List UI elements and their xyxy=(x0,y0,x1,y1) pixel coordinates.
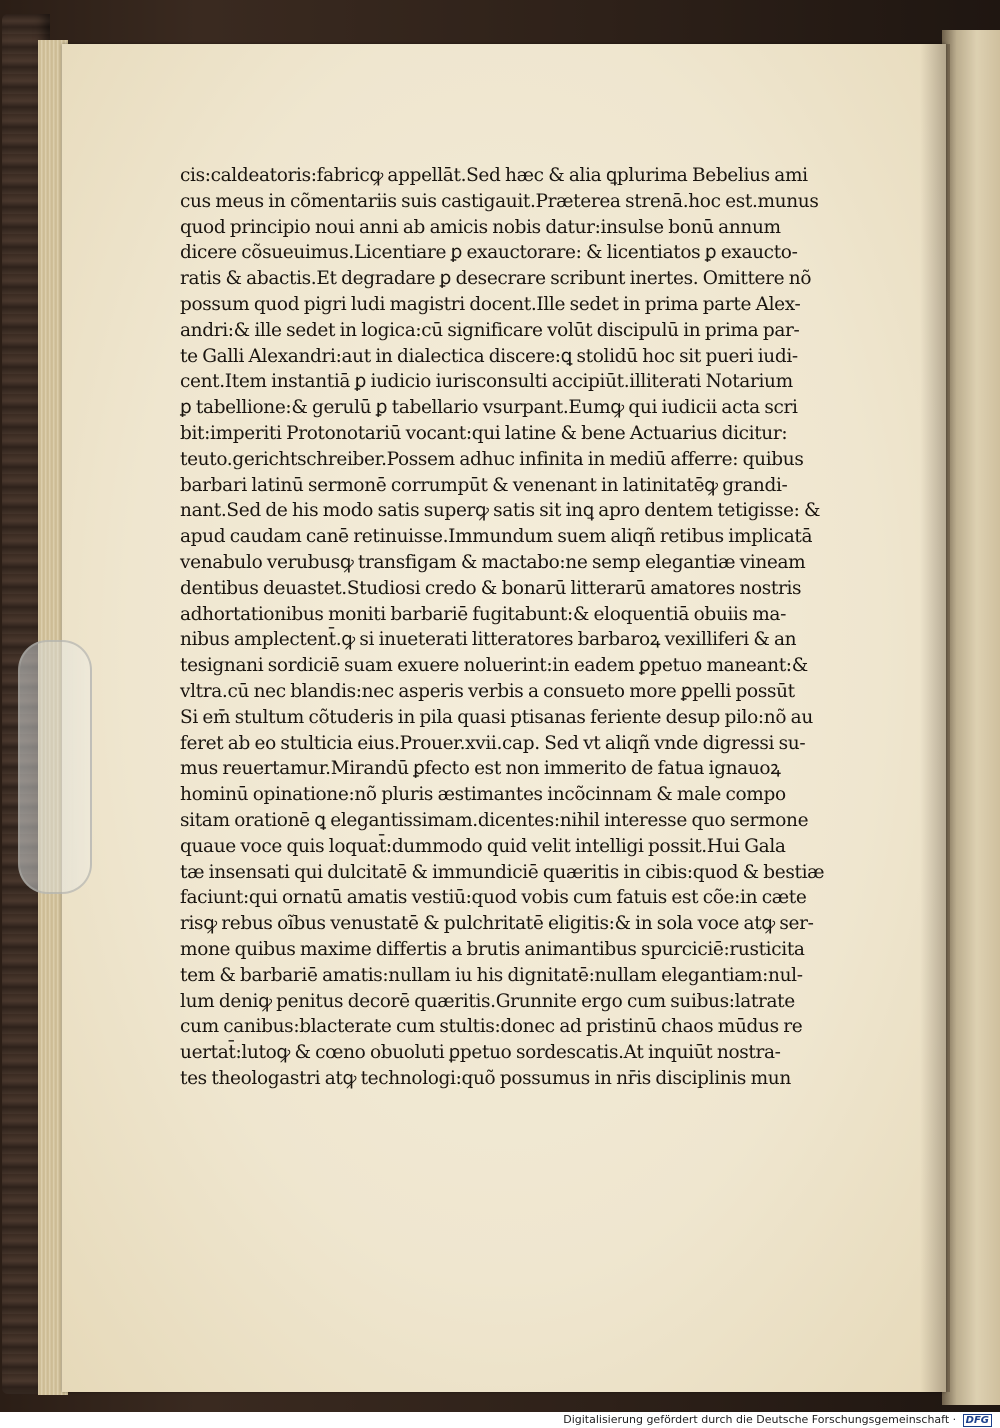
digitization-credit xyxy=(563,1412,992,1428)
page-text-block xyxy=(180,163,880,1092)
text-line: barbari latinū sermonē corrumpūt & venenant in latinitatēꝙ grandi- xyxy=(180,474,788,496)
text-line: lum deniꝙ penitus decorē quæritis.Grunnite ergo cum suibus:latrate xyxy=(180,990,795,1012)
facing-page-edge xyxy=(942,30,1000,1405)
text-line: apud caudam canē retinuisse.Immundum suem aliqñ retibus implicatā xyxy=(180,526,813,548)
text-line: tæ insensati qui dulcitatē & immundiciē quæritis in cibis:quod & bestiæ xyxy=(180,861,825,883)
text-line: uertat̄:lutoꝙ & cœno obuoluti ꝑpetuo sordescatis.At inquiūt nostra- xyxy=(180,1042,781,1064)
page-clip xyxy=(18,640,92,894)
text-line: venabulo verubusꝙ transfigam & mactabo:ne semp elegantiæ vineam xyxy=(180,551,806,573)
text-line: quod principio noui anni ab amicis nobis datur:insulse bonū annum xyxy=(180,216,781,238)
text-line: sitam orationē ꝗ elegantissimam.dicentes:nihil interesse quo sermone xyxy=(180,809,809,831)
text-line: ratis & abactis.Et degradare ꝑ desecrare scribunt inertes. Omittere nõ xyxy=(180,268,812,290)
text-line: adhortationibus moniti barbariē fugitabunt:& eloquentiā obuiis ma- xyxy=(180,603,786,625)
text-line: bit:imperiti Protonotariū vocant:qui latine & bene Actuarius dicitur: xyxy=(180,422,788,444)
text-line: faciunt:qui ornatū amatis vestiū:quod vobis cum fatuis est cõe:in cæte xyxy=(180,887,807,909)
dfg-logo: DFG xyxy=(963,1414,992,1427)
text-line: tesignani sordiciē suam exuere noluerint:in eadem ꝑpetuo maneant:& xyxy=(180,655,808,677)
text-line: tem & barbariē amatis:nullam iu his dignitatē:nullam elegantiam:nul- xyxy=(180,964,803,986)
credit-text: Digitalisierung gefördert durch die Deutsche Forschungsgemeinschaft xyxy=(563,1413,950,1426)
text-line: cis:caldeatoris:fabricꝙ appellāt.Sed hæc & alia ꝗplurima Bebelius ami xyxy=(180,165,808,186)
credit-separator: · xyxy=(952,1413,957,1426)
text-line: ꝑ tabellione:& gerulū ꝑ tabellario vsurpant.Eumꝙ qui iudicii acta scri xyxy=(180,397,798,419)
text-line: mus reuertamur.Mirandū ꝑfecto est non immerito de fatua ignauoꝝ xyxy=(180,758,781,780)
text-line: vltra.cū nec blandis:nec asperis verbis a consueto more ꝑpelli possūt xyxy=(180,680,795,702)
text-line: nant.Sed de his modo satis superꝙ satis sit inꝗ apro dentem tetigisse: & xyxy=(180,500,821,522)
text-line: teuto.gerichtschreiber.Possem adhuc infinita in mediū afferre: quibus xyxy=(180,448,804,470)
text-line: cent.Item instantiā ꝑ iudicio iurisconsulti accipiūt.illiterati Notarium xyxy=(180,371,793,393)
gutter-shadow xyxy=(920,44,950,1392)
text-line: te Galli Alexandri:aut in dialectica discere:ꝗ stolidū hoc sit pueri iudi- xyxy=(180,345,798,367)
text-line: dentibus deuastet.Studiosi credo & bonarū litterarū amatores nostris xyxy=(180,577,802,599)
text-line: possum quod pigri ludi magistri docent.Ille sedet in prima parte Alex- xyxy=(180,293,801,315)
text-line: tes theologastri atꝙ technologi:quõ possumus in nr̄is disciplinis mun xyxy=(180,1067,791,1089)
text-line: risꝙ rebus oĩbus venustatē & pulchritatē eligitis:& in sola voce atꝙ ser- xyxy=(180,913,814,935)
text-line: cum canibus:blacterate cum stultis:donec ad pristinū chaos mūdus re xyxy=(180,1016,803,1038)
text-line: dicere cõsueuimus.Licentiare ꝑ exauctorare: & licentiatos ꝑ exaucto- xyxy=(180,242,798,264)
text-line: andri:& ille sedet in logica:cū significare volūt discipulū in prima par- xyxy=(180,319,800,341)
text-line: feret ab eo stulticia eius.Prouer.xvii.cap. Sed vt aliqñ vnde digressi su- xyxy=(180,732,806,754)
text-line: Si em̄ stultum cõtuderis in pila quasi ptisanas feriente desup pilo:nõ au xyxy=(180,706,813,728)
text-line: hominū opinatione:nõ pluris æstimantes incõcinnam & male compo xyxy=(180,784,786,806)
text-line: nibus amplectent̄.ꝙ si inueterati litteratores barbaroꝝ vexilliferi & an xyxy=(180,629,797,651)
text-line: cus meus in cõmentariis suis castigauit.Præterea strenā.hoc est.munus xyxy=(180,190,819,212)
text-line: quaue voce quis loquat̄:dummodo quid velit intelligi possit.Hui Gala xyxy=(180,835,786,857)
text-line: mone quibus maxime differtis a brutis animantibus spurciciē:rusticita xyxy=(180,938,805,960)
